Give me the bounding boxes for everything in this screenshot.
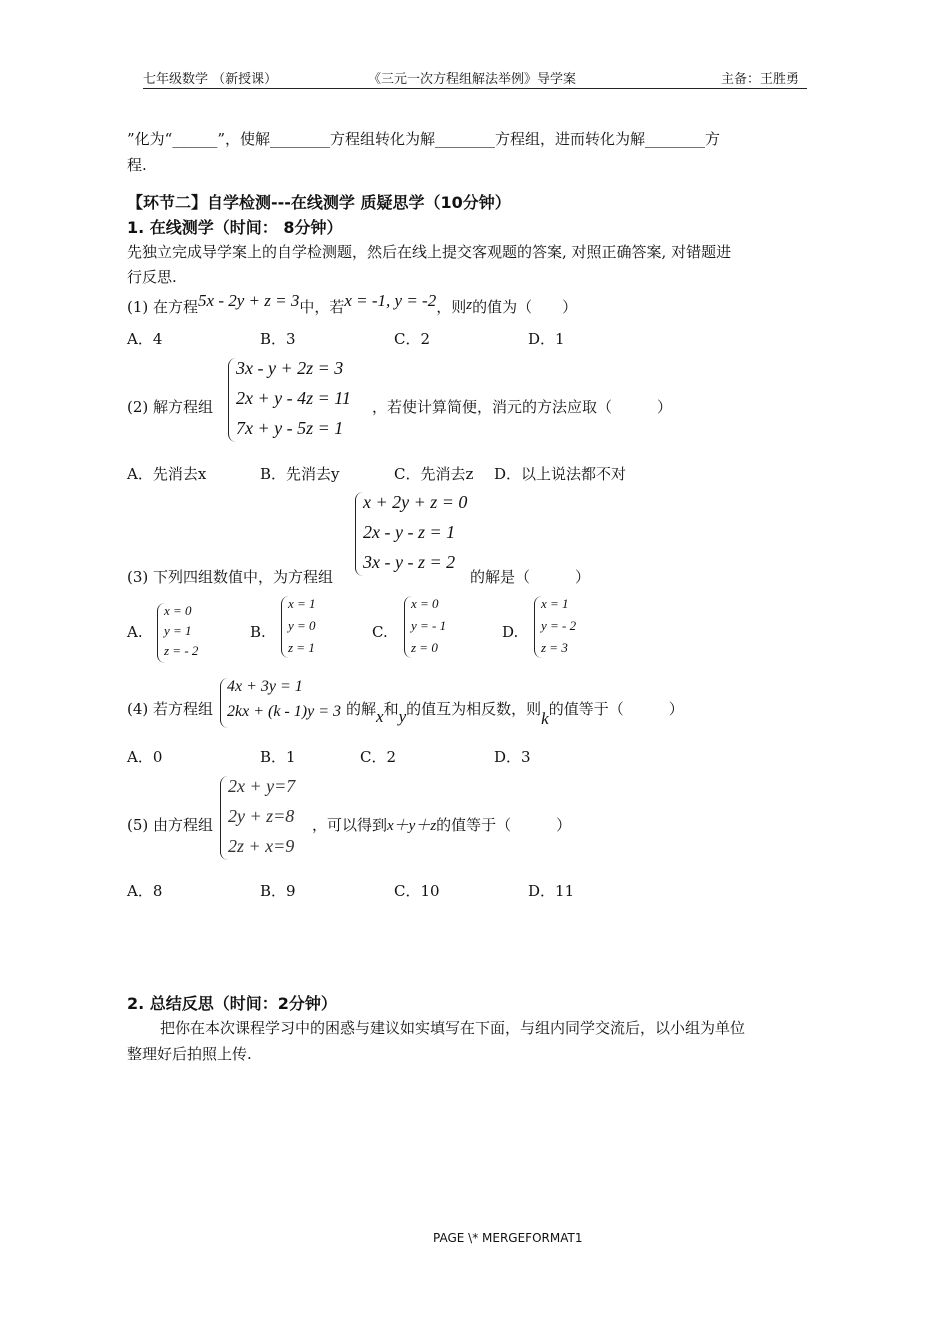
q4-option-b: B．1 [260, 748, 296, 766]
q2-suffix: ，若使计算简便，消元的方法应取（ ） [372, 398, 673, 416]
q3-c-row: z = 0 [411, 640, 438, 655]
q3-d-row: y = - 2 [541, 618, 577, 633]
q4-var-k: k [541, 709, 549, 728]
q2-prefix: (2) 解方程组 [127, 398, 214, 416]
q3-option-b-label: B. [250, 623, 266, 641]
q3-system [355, 492, 470, 576]
q3-a-row: x = 0 [164, 603, 192, 618]
q3-eq-3: 3x - y - z = 2 [363, 552, 456, 572]
q2-option-d: D．以上说法都不对 [494, 465, 627, 483]
q5-suffix: ，可以得到 [312, 816, 388, 834]
q2-option-c: C．先消去z [394, 465, 474, 483]
section-title: 【环节二】自学检测---在线测学 质疑思学（10分钟） [127, 193, 511, 212]
q5-eq-1: 2x + y=7 [228, 776, 296, 796]
q4-suffix: 的值等于（ ） [548, 700, 684, 718]
q5-prefix: (5) 由方程组 [127, 816, 214, 834]
q5-expr: x＋y＋z [387, 818, 437, 834]
part2-desc-line-2: 整理好后拍照上传. [127, 1045, 252, 1063]
q3-b-row: z = 1 [288, 640, 315, 655]
q3-option-d-label: D. [502, 623, 519, 641]
q3-b-row: x = 1 [288, 596, 316, 611]
q4-option-d: D．3 [494, 748, 531, 766]
question-1 [127, 291, 578, 317]
intro-line-2: 程. [127, 156, 147, 174]
q3-option-a [157, 603, 207, 663]
q3-option-c-label: C. [372, 623, 388, 641]
q1-option-d: D．1 [528, 330, 565, 348]
q5-tail: 的值等于（ ） [436, 816, 572, 834]
part1-desc-line-1: 先独立完成导学案上的自学检测题，然后在线上提交客观题的答案, 对照正确答案, 对错题进 [127, 243, 732, 261]
q5-eq-3: 2z + x=9 [228, 836, 295, 856]
q3-option-d [534, 596, 589, 658]
header-title: 《三元一次方程组解法举例》导学案 [368, 72, 577, 87]
q3-b-row: y = 0 [288, 618, 316, 633]
q1-option-a: A．4 [127, 330, 163, 348]
q3-option-c [404, 596, 459, 658]
q1-condition: x = -1, y = -2 [344, 291, 437, 310]
q3-a-row: y = 1 [164, 623, 192, 638]
page-header [143, 68, 807, 89]
q4-mid-3: 的值互为相反数，则 [406, 700, 542, 718]
q5-option-a: A．8 [127, 882, 163, 900]
header-course: 七年级数学 （新授课） [143, 72, 278, 87]
q3-d-row: z = 3 [541, 640, 568, 655]
q1-suffix: ，则 [436, 298, 467, 316]
q3-option-a-label: A. [127, 623, 143, 641]
q3-prefix: (3) 下列四组数值中，为方程组 [127, 568, 334, 586]
q4-eq-2: 2kx + (k - 1)y = 3 [227, 703, 341, 720]
q5-system [220, 776, 310, 860]
q3-eq-1: x + 2y + z = 0 [363, 492, 468, 512]
q4-text [346, 698, 684, 728]
q3-c-row: y = - 1 [411, 618, 447, 633]
q3-eq-2: 2x - y - z = 1 [363, 522, 456, 542]
q2-eq-1: 3x - y + 2z = 3 [236, 358, 344, 378]
part2-desc-line-1: 把你在本次课程学习中的困惑与建议如实填写在下面，与组内同学交流后，以小组为单位 [160, 1019, 746, 1037]
q1-equation: 5x - 2y + z = 3 [198, 291, 300, 310]
q2-eq-3: 7x + y - 5z = 1 [236, 418, 344, 438]
q4-option-a: A．0 [127, 748, 163, 766]
q4-option-c: C．2 [360, 748, 397, 766]
q1-var: z [466, 297, 473, 313]
q1-prefix: (1) 在方程 [127, 298, 199, 316]
q4-eq-1: 4x + 3y = 1 [227, 678, 303, 695]
q4-system [220, 678, 345, 728]
q4-var-x: x [376, 707, 384, 726]
q4-var-y: y [398, 707, 407, 726]
q2-option-a: A．先消去x [127, 465, 207, 483]
part2-title: 2. 总结反思（时间：2分钟） [127, 994, 337, 1013]
part1-desc-line-2: 行反思. [127, 268, 177, 286]
q3-d-row: x = 1 [541, 596, 569, 611]
q1-option-b: B．3 [260, 330, 296, 348]
q4-mid-1: 的解 [346, 700, 377, 718]
q5-eq-2: 2y + z=8 [228, 806, 295, 826]
q5-text [312, 814, 571, 835]
q4-mid-2: 和 [383, 700, 399, 718]
q1-option-c: C．2 [394, 330, 431, 348]
q1-middle: 中，若 [299, 298, 345, 316]
q5-option-d: D．11 [528, 882, 575, 900]
q3-a-row: z = - 2 [164, 643, 199, 658]
q5-option-c: C．10 [394, 882, 440, 900]
q1-tail: 的值为（ ） [472, 298, 578, 316]
q3-option-b [281, 596, 331, 658]
header-author: 主备：王胜勇 [721, 72, 800, 87]
q2-eq-2: 2x + y - 4z = 11 [236, 388, 351, 408]
page-footer: PAGE \* MERGEFORMAT1 [433, 1231, 583, 1245]
q3-c-row: x = 0 [411, 596, 439, 611]
q4-prefix: (4) 若方程组 [127, 700, 214, 718]
q3-suffix: 的解是（ ） [470, 568, 591, 586]
part1-title: 1. 在线测学（时间： 8分钟） [127, 218, 343, 237]
q2-system [228, 358, 368, 442]
q5-option-b: B．9 [260, 882, 296, 900]
intro-line-1: ”化为“______”，使解________方程组转化为解________方程组，进而转化为解________方 [127, 130, 721, 148]
q2-option-b: B．先消去y [260, 465, 340, 483]
